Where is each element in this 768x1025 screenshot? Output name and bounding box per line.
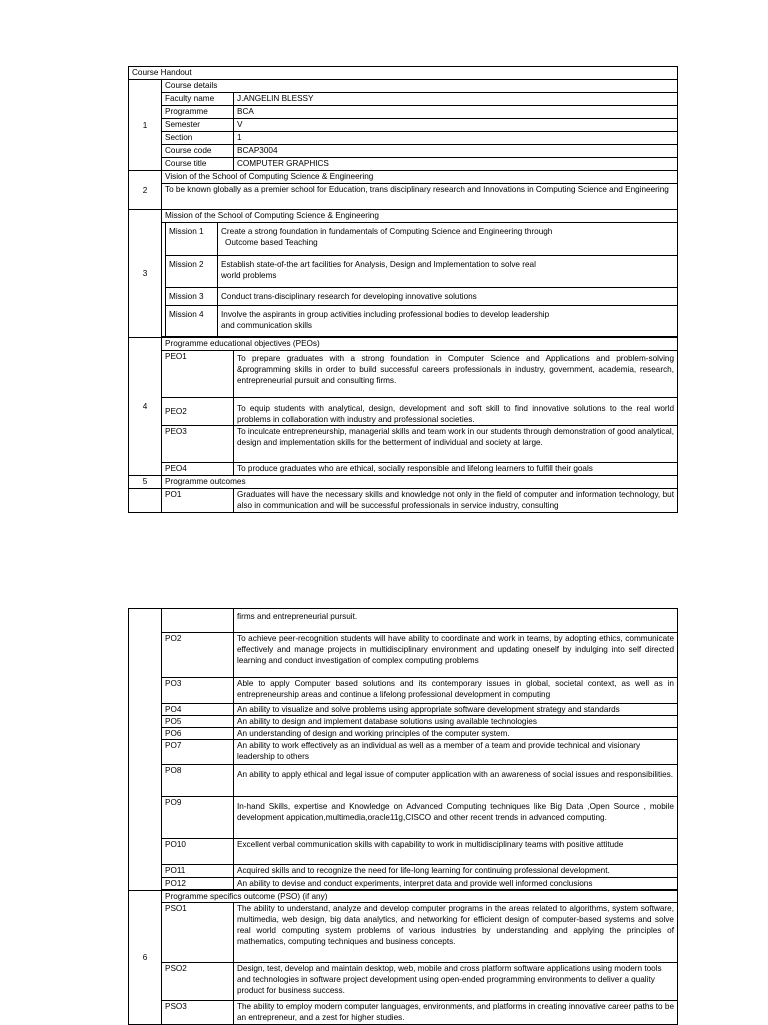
- peo-label: PEO3: [162, 425, 234, 462]
- field-value: 1: [234, 132, 678, 145]
- field-value: BCAP3004: [234, 145, 678, 158]
- peo-label: PEO1: [162, 350, 234, 397]
- po-label: PO1: [162, 488, 234, 512]
- mission-label: Mission 4: [166, 305, 218, 336]
- mission-line: Establish state-of-the art facilities for Analysis, Design and Implementation to solve real: [221, 259, 536, 269]
- section-number-cell: [129, 488, 162, 512]
- po-label: PO8: [162, 765, 234, 797]
- po-label: PO12: [162, 878, 234, 890]
- mission-table: [165, 223, 677, 336]
- po-label: PO10: [162, 839, 234, 865]
- po-label: PO4: [162, 704, 234, 716]
- po-label: PO9: [162, 797, 234, 839]
- po-text: In-hand Skills, expertise and Knowledge on Advanced Computing techniques like Big Data ,Open Source , mobile development appication,multimedia,oracle11g,CISCO and other recent trends in advanced computing.: [234, 797, 678, 839]
- pso-text: Design, test, develop and maintain desktop, web, mobile and cross platform software applications using modern tools and technologies in software project development using open-ended programming environments to deliver a quality product for business success.: [234, 963, 678, 1001]
- field-value: J.ANGELIN BLESSY: [234, 93, 678, 106]
- po-text: To achieve peer-recognition students will have ability to coordinate and work in teams, by adopting ethics, communicate effectively and manage projects in multidisciplinary environment and updating oneself by indulging into self directed learning and conduct investigation of complex computing problems: [234, 633, 678, 678]
- po-text: An ability to apply ethical and legal issue of computer application with an awareness of social issues and responsibilities.: [234, 765, 678, 797]
- po-text: An ability to work effectively as an individual as well as a member of a team and provide technical and visionary leadership to others: [234, 740, 678, 765]
- field-value: COMPUTER GRAPHICS: [234, 158, 678, 171]
- po-text: An understanding of design and working principles of the computer system.: [234, 728, 678, 740]
- section-number: 6: [129, 891, 162, 1025]
- field-label: Course title: [162, 158, 234, 171]
- section-heading: Mission of the School of Computing Science & Engineering: [162, 210, 678, 223]
- po-label: PO7: [162, 740, 234, 765]
- section-heading: Programme educational objectives (PEOs): [162, 337, 678, 350]
- course-handout-table-page2: [128, 608, 678, 1025]
- po-text: Graduates will have the necessary skills and knowledge not only in the field of computer and information technology, but also in communication and will be successful professionals in service industry, consulting: [234, 488, 678, 512]
- course-handout-table-page1: [128, 66, 678, 513]
- mission-text: [218, 287, 678, 305]
- po-text: Acquired skills and to recognize the need for life-long learning for continuing professional development.: [234, 865, 678, 878]
- field-label: Section: [162, 132, 234, 145]
- section-number: 2: [129, 171, 162, 210]
- po-label: PO6: [162, 728, 234, 740]
- mission-line: world problems: [221, 270, 277, 280]
- mission-block: [162, 223, 678, 338]
- po-text: firms and entrepreneurial pursuit.: [234, 609, 678, 633]
- peo-label: PEO2: [162, 397, 234, 425]
- handout-title: Course Handout: [129, 67, 678, 80]
- field-value: BCA: [234, 106, 678, 119]
- pso-text: The ability to understand, analyze and develop computer programs in the areas related to algorithms, system software, multimedia, web design, big data analytics, and networking for efficient design of computer-based systems and solve real world computing system problems of various industries by understanding and applying the principles of mathematics, computing techniques and business concepts.: [234, 903, 678, 963]
- mission-line: Create a strong foundation in fundamentals of Computing Science and Engineering through: [221, 227, 553, 236]
- po-text: Excellent verbal communication skills with capability to work in multidisciplinary teams with positive attitude: [234, 839, 678, 865]
- po-text: An ability to devise and conduct experiments, interpret data and provide well informed conclusions: [234, 878, 678, 890]
- po-label: PO3: [162, 678, 234, 704]
- mission-line: Conduct trans-disciplinary research for developing innovative solutions: [221, 291, 477, 301]
- mission-line: Outcome based Teaching: [225, 238, 318, 247]
- mission-text: [218, 305, 678, 336]
- field-label: Semester: [162, 119, 234, 132]
- section-number: 4: [129, 337, 162, 475]
- mission-label: Mission 3: [166, 287, 218, 305]
- po-text: An ability to visualize and solve problems using appropriate software development strategy and standards: [234, 704, 678, 716]
- peo-text: To equip students with analytical, design, development and soft skill to find innovative solutions to the real world problems in collaboration with industry and professional societies.: [234, 397, 678, 425]
- po-label-cell: [162, 609, 234, 633]
- section-number: 3: [129, 210, 162, 338]
- field-value: V: [234, 119, 678, 132]
- peo-label: PEO4: [162, 462, 234, 475]
- mission-line: and communication skills: [221, 320, 313, 330]
- po-label: PO5: [162, 716, 234, 728]
- mission-label: Mission 1: [166, 223, 218, 255]
- mission-text: [218, 223, 678, 255]
- vision-text: To be known globally as a premier school for Education, trans disciplinary research and Innovations in Computing Science and Engineering: [162, 184, 678, 210]
- section-heading: Programme specifics outcome (PSO) (if any): [162, 891, 678, 903]
- field-label: Course code: [162, 145, 234, 158]
- section-heading: Programme outcomes: [162, 475, 678, 488]
- section-heading: Course details: [162, 80, 678, 93]
- section-number-cell: [129, 609, 162, 891]
- po-text: An ability to design and implement database solutions using available technologies: [234, 716, 678, 728]
- mission-line: Involve the aspirants in group activities including professional bodies to develop leadership: [221, 309, 550, 319]
- peo-text: To inculcate entrepreneurship, managerial skills and team work in our students through demonstration of good analytical, design and implementation skills for the betterment of individual and society at large.: [234, 425, 678, 462]
- field-label: Faculty name: [162, 93, 234, 106]
- section-heading: Vision of the School of Computing Science & Engineering: [162, 171, 678, 184]
- pso-label: PSO1: [162, 903, 234, 963]
- field-label: Programme: [162, 106, 234, 119]
- po-label: PO11: [162, 865, 234, 878]
- mission-label: Mission 2: [166, 255, 218, 287]
- pso-label: PSO2: [162, 963, 234, 1001]
- po-text: Able to apply Computer based solutions and its contemporary issues in global, societal context, as well as in entrepreneurship areas and continue a lifelong professional development in computing: [234, 678, 678, 704]
- po-label: PO2: [162, 633, 234, 678]
- section-number: 5: [129, 475, 162, 488]
- peo-text: To prepare graduates with a strong foundation in Computer Science and Applications and problem-solving &programming skills in order to build successful careers professionals in industry, government, academia, research, entrepreneurial pursuit and consulting firms.: [234, 350, 678, 397]
- pso-label: PSO3: [162, 1001, 234, 1025]
- section-number: 1: [129, 80, 162, 171]
- pso-text: The ability to employ modern computer languages, environments, and platforms in creating innovative career paths to be an entrepreneur, and a zest for higher studies.: [234, 1001, 678, 1025]
- mission-text: [218, 255, 678, 287]
- peo-text: To produce graduates who are ethical, socially responsible and lifelong learners to fulfill their goals: [234, 462, 678, 475]
